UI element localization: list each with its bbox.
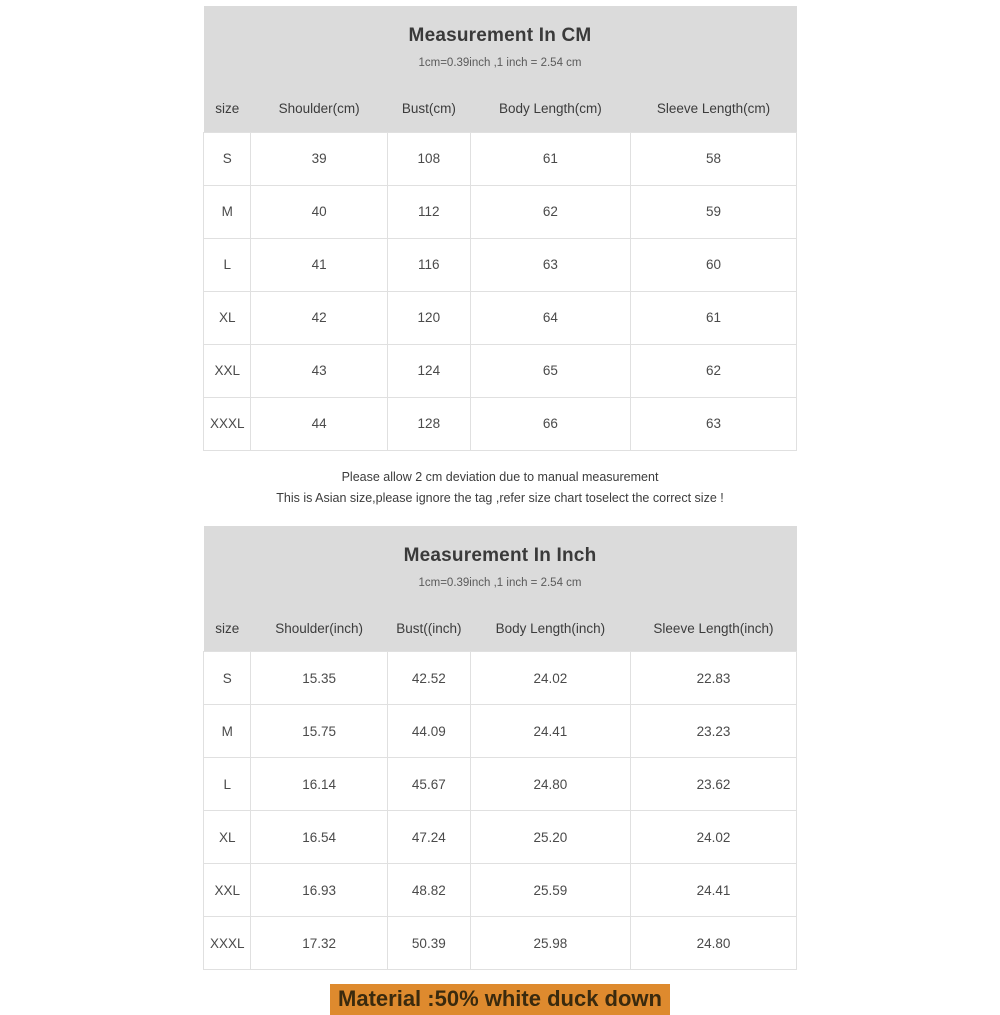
column-header-sleeve-length: Sleeve Length(inch) [630, 606, 796, 652]
size-cell: XL [204, 811, 251, 864]
cm-table-title: Measurement In CM [408, 25, 592, 46]
value-cell: 58 [630, 132, 796, 185]
size-cell: M [204, 705, 251, 758]
size-cell: XXXL [204, 397, 251, 450]
size-chart-sheet [203, 0, 797, 1015]
table-row [204, 917, 797, 970]
column-header-body-length: Body Length(cm) [470, 86, 630, 132]
column-header-body-length: Body Length(inch) [470, 606, 630, 652]
value-cell: 59 [630, 185, 796, 238]
column-header-size: size [204, 86, 251, 132]
value-cell: 128 [387, 397, 470, 450]
value-cell: 63 [470, 238, 630, 291]
value-cell: 62 [630, 344, 796, 397]
size-cell: L [204, 758, 251, 811]
value-cell: 24.02 [630, 811, 796, 864]
value-cell: 40 [251, 185, 387, 238]
value-cell: 41 [251, 238, 387, 291]
value-cell: 43 [251, 344, 387, 397]
cm-table-body [204, 132, 797, 450]
value-cell: 42.52 [387, 652, 470, 705]
inch-table-body [204, 652, 797, 970]
table-row [204, 652, 797, 705]
size-cell: XXL [204, 344, 251, 397]
size-cell: S [204, 132, 251, 185]
cm-table-header [204, 6, 797, 132]
size-cell: M [204, 185, 251, 238]
value-cell: 64 [470, 291, 630, 344]
value-cell: 15.35 [251, 652, 387, 705]
size-cell: S [204, 652, 251, 705]
inch-table-title: Measurement In Inch [403, 544, 597, 566]
table-row [204, 238, 797, 291]
value-cell: 16.14 [251, 758, 387, 811]
value-cell: 124 [387, 344, 470, 397]
value-cell: 42 [251, 291, 387, 344]
value-cell: 65 [470, 344, 630, 397]
table-row [204, 758, 797, 811]
inch-table-header [204, 526, 797, 652]
column-header-size: size [204, 606, 251, 652]
value-cell: 22.83 [630, 652, 796, 705]
value-cell: 15.75 [251, 705, 387, 758]
value-cell: 44.09 [387, 705, 470, 758]
inch-title-block [204, 526, 797, 606]
note-line-2: This is Asian size,please ignore the tag ,refer size chart toselect the correct size ! [276, 490, 724, 505]
table-row [204, 397, 797, 450]
table-row [204, 864, 797, 917]
value-cell: 24.02 [470, 652, 630, 705]
table-row [204, 132, 797, 185]
value-cell: 25.59 [470, 864, 630, 917]
inch-table-subtitle: 1cm=0.39inch ,1 inch = 2.54 cm [418, 576, 582, 589]
table-row [204, 811, 797, 864]
value-cell: 16.54 [251, 811, 387, 864]
value-cell: 25.98 [470, 917, 630, 970]
value-cell: 61 [630, 291, 796, 344]
column-header-sleeve-length: Sleeve Length(cm) [630, 86, 796, 132]
cm-table [203, 6, 797, 451]
value-cell: 108 [387, 132, 470, 185]
value-cell: 45.67 [387, 758, 470, 811]
value-cell: 116 [387, 238, 470, 291]
value-cell: 24.41 [470, 705, 630, 758]
value-cell: 112 [387, 185, 470, 238]
column-header-shoulder: Shoulder(inch) [251, 606, 387, 652]
value-cell: 48.82 [387, 864, 470, 917]
value-cell: 62 [470, 185, 630, 238]
cm-title-block [204, 6, 797, 86]
column-header-bust: Bust(cm) [387, 86, 470, 132]
value-cell: 120 [387, 291, 470, 344]
value-cell: 63 [630, 397, 796, 450]
cm-column-header-row [204, 86, 797, 132]
value-cell: 24.41 [630, 864, 796, 917]
size-cell: XXXL [204, 917, 251, 970]
material-label: Material :50% white duck down [330, 984, 670, 1015]
column-header-shoulder: Shoulder(cm) [251, 86, 387, 132]
value-cell: 61 [470, 132, 630, 185]
value-cell: 50.39 [387, 917, 470, 970]
value-cell: 39 [251, 132, 387, 185]
size-cell: L [204, 238, 251, 291]
inch-column-header-row [204, 606, 797, 652]
size-cell: XXL [204, 864, 251, 917]
value-cell: 23.62 [630, 758, 796, 811]
cm-table-subtitle: 1cm=0.39inch ,1 inch = 2.54 cm [418, 57, 582, 69]
size-cell: XL [204, 291, 251, 344]
table-row [204, 344, 797, 397]
table-row [204, 185, 797, 238]
value-cell: 23.23 [630, 705, 796, 758]
deviation-note [203, 451, 797, 526]
value-cell: 60 [630, 238, 796, 291]
column-header-bust: Bust((inch) [387, 606, 470, 652]
value-cell: 66 [470, 397, 630, 450]
value-cell: 44 [251, 397, 387, 450]
value-cell: 16.93 [251, 864, 387, 917]
table-row [204, 291, 797, 344]
value-cell: 17.32 [251, 917, 387, 970]
table-row [204, 705, 797, 758]
value-cell: 24.80 [470, 758, 630, 811]
note-line-1: Please allow 2 cm deviation due to manual measurement [341, 469, 659, 484]
value-cell: 24.80 [630, 917, 796, 970]
value-cell: 25.20 [470, 811, 630, 864]
value-cell: 47.24 [387, 811, 470, 864]
inch-table [203, 526, 797, 971]
